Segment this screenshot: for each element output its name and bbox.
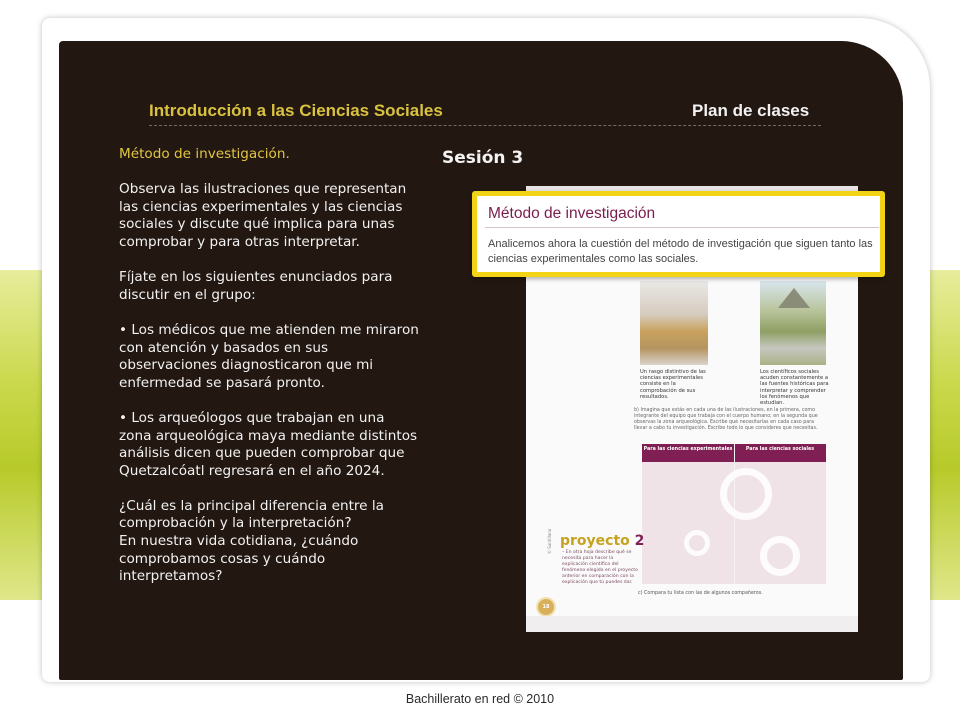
question-daily-life: En nuestra vida cotidiana, ¿cuándo comprobamos cosas y cuándo interpretamos? (119, 533, 359, 585)
pyramid-shape (778, 288, 810, 308)
page-footer-strip (526, 616, 858, 632)
slide-title: Introducción a las Ciencias Sociales (149, 101, 443, 120)
callout-divider (485, 227, 879, 228)
method-label: Método de investigación. (119, 146, 290, 162)
bullet-doctors: • Los médicos que me atienden me miraron con atención y basados en sus observaciones diagnosticaron que mi enfermedad se pasará pronto. (119, 321, 419, 391)
project-text: – En otra hoja describe qué se necesita para hacer la explicación científica del fenómeno elegido en el proyecto anterior en comparación con la explicación que tú puedes dar. (562, 550, 638, 585)
lab-photo (640, 281, 708, 365)
callout-body: Analicemos ahora la cuestión del método de investigación que siguen tanto las ciencias experimentales como las sociales. (488, 238, 873, 265)
publisher-side-label: © Santillana (547, 528, 552, 554)
decorative-ring-small (684, 530, 710, 556)
caption-experimental: Un rasgo distintivo de las ciencias experimentales consiste en la comprobación de sus resultados. (640, 369, 706, 400)
compare-note: c) Compara tu lista con las de algunos compañeros. (638, 591, 763, 596)
project-word: proyecto (560, 533, 630, 549)
activity-instructions: b) Imagina que estás en cada una de las ilustraciones, en la primera, como integrante del equipo que trabaja con el cuerpo humano; en la segunda que observas la zona arqueológica. Escribe qué necesitarías en cada caso para llevar a cabo tu investigación. Escribe todo lo que consideres que necesitas. (634, 408, 818, 431)
question-difference: ¿Cuál es la principal diferencia entre la comprobación y la interpretación? (119, 497, 384, 532)
table-col-experimental: Para las ciencias experimentales (643, 447, 733, 452)
statements-intro: Fíjate en los siguientes enunciados para discutir en el grupo: (119, 269, 393, 303)
observe-paragraph: Observa las ilustraciones que representan las ciencias experimentales y las ciencias sociales y discute qué implica para unas comprobar y para otras interpretar. (119, 181, 407, 250)
page-number-badge: 18 (536, 597, 556, 617)
bullet-archaeologists: • Los arqueólogos que trabajan en una zona arqueológica maya mediante distintos análisis dicen que pueden comprobar que Quetzalcóatl regresará en el año 2024. (119, 409, 418, 479)
lesson-text (119, 146, 419, 586)
method-callout-box (472, 191, 885, 277)
caption-social: Los científicos sociales acuden constantemente a las fuentes históricas para interpretar y comprender los fenómenos que estudian. (760, 369, 829, 407)
project-title (560, 533, 644, 549)
header-divider (149, 125, 821, 126)
plan-de-clases-label: Plan de clases (692, 101, 810, 120)
project-number: 2 (634, 533, 645, 549)
decorative-ring-large (720, 468, 772, 520)
copyright-footer: Bachillerato en red © 2010 (405, 692, 555, 706)
table-col-social: Para las ciencias sociales (745, 447, 815, 452)
callout-title: Método de investigación (488, 205, 656, 222)
decorative-ring-medium (760, 536, 800, 576)
session-label: Sesión 3 (442, 148, 524, 168)
